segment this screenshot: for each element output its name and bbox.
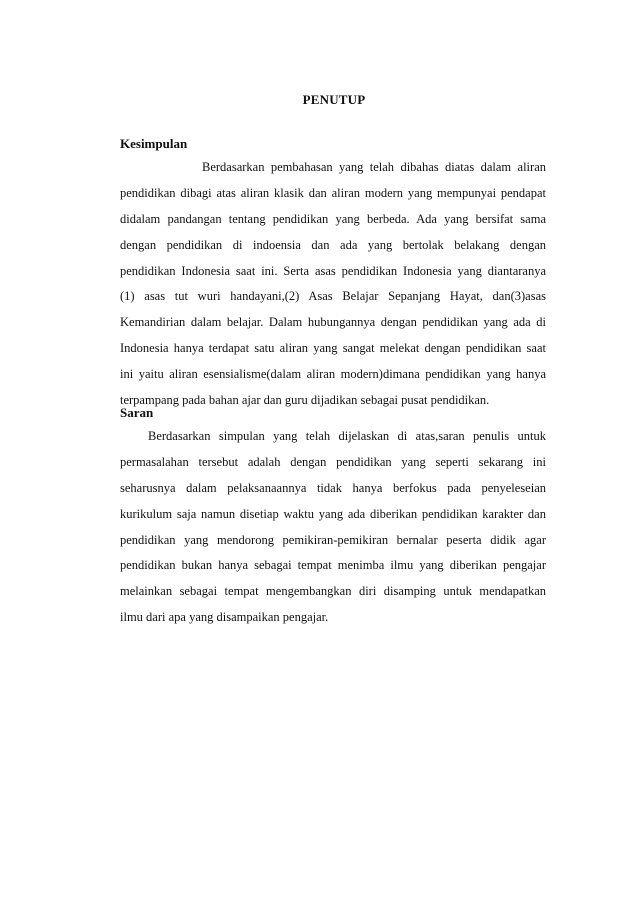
section-saran xyxy=(120,405,546,631)
paragraph-line: Berdasarkan simpulan yang telah dijelaskan di atas,saran penulis untuk xyxy=(148,429,546,443)
paragraph-line: (1) asas tut wuri handayani,(2) Asas Belajar Sepanjang Hayat, dan(3)asas xyxy=(120,289,546,304)
section-paragraph xyxy=(120,155,546,414)
paragraph-line: ini yaitu aliran esensialisme(dalam aliran modern)dimana pendidikan yang hanya xyxy=(120,367,546,382)
paragraph-line: pendidikan yang mendorong pemikiran-pemikiran bernalar peserta didik agar xyxy=(120,532,546,547)
paragraph-line: permasalahan tersebut adalah dengan pendidikan yang seperti sekarang ini xyxy=(120,454,546,469)
section-paragraph xyxy=(120,424,546,631)
paragraph-line: Berdasarkan pembahasan yang telah dibahas diatas dalam aliran xyxy=(202,160,546,174)
paragraph-line: pendidikan bukan hanya sebagai tempat menimba ilmu yang diberikan pengajar xyxy=(120,558,546,573)
section-kesimpulan xyxy=(120,136,546,414)
paragraph-line: kurikulum saja namun disetiap waktu yang ada diberikan pendidikan karakter dan xyxy=(120,506,546,521)
paragraph-line: pendidikan dibagi atas aliran klasik dan aliran modern yang mempunyai pendapat xyxy=(120,185,546,200)
paragraph-line: pendidikan Indonesia saat ini. Serta asas pendidikan Indonesia yang diantaranya xyxy=(120,263,546,278)
paragraph-line: dengan pendidikan di indoensia dan ada yang bertolak belakang dengan xyxy=(120,237,546,252)
paragraph-line: seharusnya dalam pelaksanaannya tidak hanya berfokus pada penyeleseian xyxy=(120,480,546,495)
page-title: PENUTUP xyxy=(302,92,366,107)
paragraph-line: Indonesia hanya terdapat satu aliran yang sangat melekat dengan pendidikan saat xyxy=(120,341,546,356)
section-heading: Kesimpulan xyxy=(120,136,188,151)
paragraph-line: terpampang pada bahan ajar dan guru dijadikan sebagai pusat pendidikan. xyxy=(120,393,490,408)
paragraph-line: didalam pandangan tentang pendidikan yang berbeda. Ada yang bersifat sama xyxy=(120,211,546,226)
paragraph-line: melainkan sebagai tempat mengembangkan diri disamping untuk mendapatkan xyxy=(120,584,546,599)
paragraph-line: Kemandirian dalam belajar. Dalam hubungannya dengan pendidikan yang ada di xyxy=(120,315,546,330)
section-heading: Saran xyxy=(120,405,154,420)
paragraph-line: ilmu dari apa yang disampaikan pengajar. xyxy=(120,610,329,625)
